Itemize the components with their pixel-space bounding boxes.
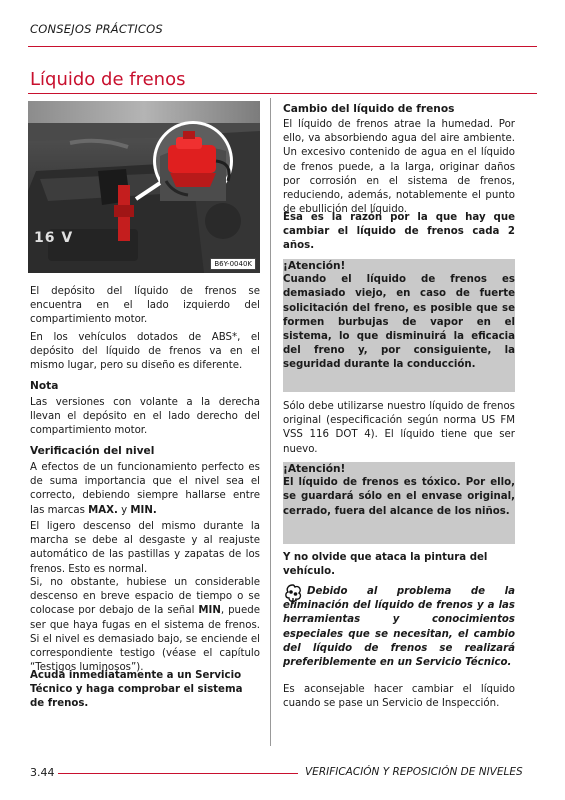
- verif-p3-text-b: , puede ser que haya fugas en el sistema de frenos. Si el nivel es demasiado bajo, se enciende el correspondiente testigo (véase el capítulo “Testigos luminosos”).: [30, 605, 261, 674]
- warning-box-2: [283, 462, 515, 544]
- verificacion-paragraph-3: [30, 576, 260, 675]
- paint-warning: Y no olvide que ataca la pintura del vehículo.: [283, 552, 488, 578]
- nota-heading: Nota: [30, 380, 59, 392]
- title-rule: [28, 93, 537, 94]
- footer-section-title: VERIFICACIÓN Y REPOSICIÓN DE NIVELES: [305, 766, 523, 778]
- warning-box-1: [283, 259, 515, 392]
- cambio-heading: Cambio del líquido de frenos: [283, 103, 455, 115]
- verif-p1-text: A efectos de un funcionamiento perfecto es de suma importancia que el nivel sea el correcto, debiendo siempre hallarse entre las marcas: [30, 462, 260, 516]
- verificacion-warning: Acuda inmediatamente a un Servicio Técnico y haga comprobar el sistema de frenos.: [30, 670, 243, 710]
- cambio-paragraph: El líquido de frenos atrae la humedad. Por ello, va absorbiendo agua del aire ambiente. Un excesivo contenido de agua en el líquido de frenos puede, a la larga, originar daños por corrosión en el sistema de frenos, reduciendo, además, notablemente el punto de ebullición del líquido.: [283, 119, 515, 216]
- footer-rule: [58, 773, 298, 774]
- page-number: 3.44: [30, 766, 55, 779]
- verificacion-paragraph-1: [30, 461, 260, 518]
- verificacion-paragraph-2: El ligero descenso del mismo durante la marcha se debe al desgaste y al reajuste automático de las pastillas y zapatas de los frenos. Esto es normal.: [30, 521, 260, 575]
- left-paragraph-2: En los vehículos dotados de ABS*, el depósito del líquido de frenos va en el mismo lugar, pero su diseño es diferente.: [30, 332, 260, 372]
- verificacion-heading: Verificación del nivel: [30, 445, 155, 457]
- warning-label: ¡Atención!: [283, 260, 346, 272]
- min-signal: MIN: [198, 605, 221, 617]
- original-fluid-paragraph: Sólo debe utilizarse nuestro líquido de frenos original (especificación según norma US FM VSS 116 DOT 4). El líquido tiene que ser nuevo.: [283, 401, 515, 455]
- verif-p3-text-a: Si, no obstante, hubiese un considerable descenso en breve espacio de tiempo o se colocase por debajo de la señal: [30, 577, 260, 617]
- figure-code: B6Y-0040K: [210, 258, 256, 270]
- engine-photo-illustration: [28, 101, 260, 273]
- header-rule: [28, 46, 537, 47]
- cambio-emphasis: Esa es la razón por la que hay que cambiar el líquido de frenos cada 2 años.: [283, 212, 515, 252]
- engine-badge-text: 16 V: [34, 230, 74, 246]
- header-label: CONSEJOS PRÁCTICOS: [30, 22, 163, 36]
- warning-label: ¡Atención!: [283, 463, 346, 475]
- column-divider: [270, 98, 271, 746]
- min-mark: MIN.: [130, 504, 157, 516]
- left-paragraph-1: El depósito del líquido de frenos se encuentra en el lado izquierdo del compartimiento motor.: [30, 286, 260, 326]
- max-mark: MAX.: [88, 504, 118, 516]
- engine-compartment-photo: [28, 101, 260, 273]
- final-paragraph: Es aconsejable hacer cambiar el líquido cuando se pase un Servicio de Inspección.: [283, 684, 515, 710]
- warning-text: El líquido de frenos es tóxico. Por ello, se guardará sólo en el envase original, cerrado, fuera del alcance de los niños.: [283, 477, 515, 517]
- verif-p1-and: y: [117, 504, 131, 516]
- page-title: Líquido de frenos: [30, 69, 186, 90]
- nota-text: Las versiones con volante a la derecha llevan el depósito en el lado derecho del compartimiento motor.: [30, 397, 260, 437]
- warning-text: Cuando el líquido de frenos es demasiado viejo, en caso de fuerte solicitación del freno, es posible que se formen burbujas de vapor en el sistema, lo que disminuirá la eficacia del freno y, por consiguiente, la seguridad durante la conducción.: [283, 274, 515, 371]
- environment-note: Debido al problema de la eliminación del líquido de frenos y a las herramientas y conocimientos especiales que se necesitan, el cambio del líquido de frenos se realizará preferiblemente en un Servicio Técnico.: [283, 586, 515, 669]
